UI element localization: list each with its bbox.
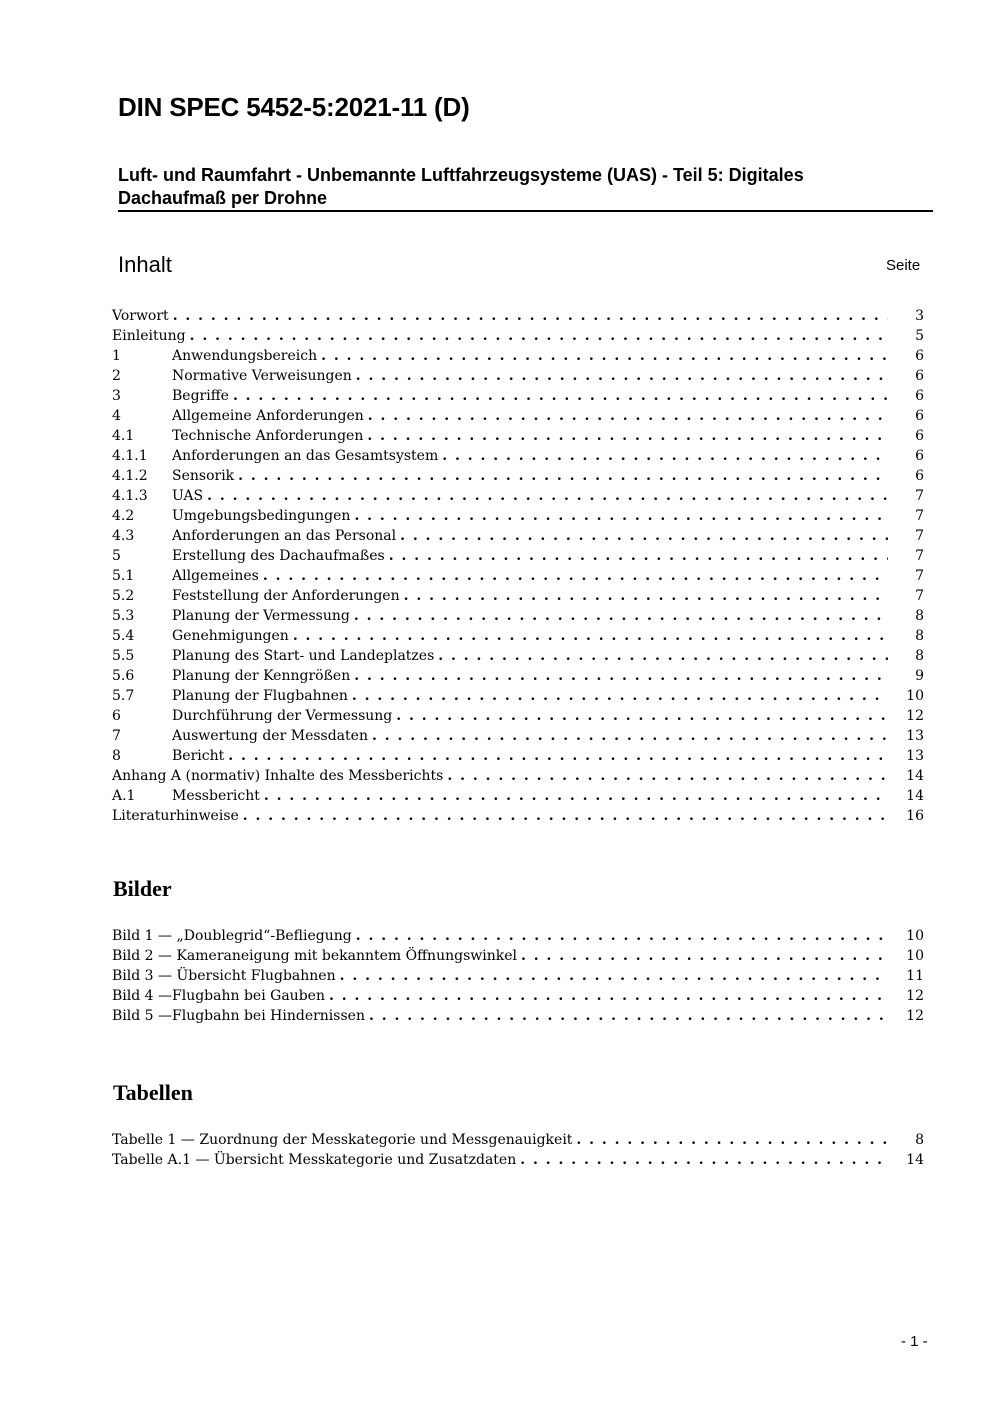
figure-entry-page: 12 bbox=[906, 1008, 924, 1024]
toc-entry-page: 9 bbox=[915, 668, 924, 684]
title-rule bbox=[118, 210, 933, 212]
toc-entry-number: 4.2 bbox=[112, 508, 135, 524]
figure-entry[interactable] bbox=[112, 946, 924, 966]
toc-entry-title: Literaturhinweise bbox=[112, 808, 239, 824]
figure-entry-title: Bild 2 — Kameraneigung mit bekanntem Öffnungswinkel bbox=[112, 948, 517, 964]
toc-entry-number: 5.6 bbox=[112, 668, 135, 684]
toc-leader bbox=[173, 306, 888, 326]
figure-entry-title: Bild 5 —Flugbahn bei Hindernissen bbox=[112, 1008, 365, 1024]
toc-leader bbox=[329, 986, 888, 1006]
toc-entry[interactable] bbox=[112, 566, 924, 586]
toc-leader bbox=[238, 466, 888, 486]
toc-leader bbox=[264, 786, 888, 806]
toc-entry[interactable] bbox=[112, 686, 924, 706]
toc-entry-number: 4.1.3 bbox=[112, 488, 148, 504]
toc-entry-number: 5.2 bbox=[112, 588, 135, 604]
toc-entry-page: 6 bbox=[915, 408, 924, 424]
toc-entry-title: UAS bbox=[172, 488, 204, 504]
toc-entry-page: 16 bbox=[906, 808, 924, 824]
figure-entry[interactable] bbox=[112, 1006, 924, 1026]
toc-entry-page: 6 bbox=[915, 388, 924, 404]
toc-entry[interactable] bbox=[112, 806, 924, 826]
table-entry-page: 8 bbox=[915, 1132, 924, 1148]
toc-entry[interactable] bbox=[112, 526, 924, 546]
toc-entry-page: 7 bbox=[915, 488, 924, 504]
toc-leader bbox=[396, 706, 888, 726]
toc-entry[interactable] bbox=[112, 346, 924, 366]
toc-leader bbox=[400, 526, 888, 546]
toc-leader bbox=[354, 506, 888, 526]
toc-entry-number: 4.3 bbox=[112, 528, 135, 544]
toc-leader bbox=[352, 686, 888, 706]
toc-leader bbox=[228, 746, 888, 766]
toc-entry-page: 7 bbox=[915, 528, 924, 544]
toc-entry-title: Anforderungen an das Personal bbox=[172, 528, 397, 544]
toc-entry-page: 8 bbox=[915, 608, 924, 624]
figure-entry-title: Bild 1 — „Doublegrid“-Befliegung bbox=[112, 928, 352, 944]
toc-entry-title: Planung der Kenngrößen bbox=[172, 668, 351, 684]
figure-entry-page: 12 bbox=[906, 988, 924, 1004]
toc-entry[interactable] bbox=[112, 746, 924, 766]
list-of-tables bbox=[112, 1130, 924, 1170]
toc-leader bbox=[243, 806, 888, 826]
toc-entry-title: Durchführung der Vermessung bbox=[172, 708, 393, 724]
toc-entry[interactable] bbox=[112, 466, 924, 486]
toc-leader bbox=[233, 386, 888, 406]
toc-entry-page: 7 bbox=[915, 508, 924, 524]
toc-entry-number: 4.1.2 bbox=[112, 468, 148, 484]
toc-leader bbox=[520, 1150, 888, 1170]
toc-entry-title: Auswertung der Messdaten bbox=[172, 728, 368, 744]
figure-entry-page: 11 bbox=[906, 968, 924, 984]
toc-entry-page: 6 bbox=[915, 368, 924, 384]
toc-entry-title: Allgemeine Anforderungen bbox=[172, 408, 364, 424]
toc-entry-title: Planung der Flugbahnen bbox=[172, 688, 348, 704]
figure-entry[interactable] bbox=[112, 966, 924, 986]
toc-leader bbox=[369, 1006, 888, 1026]
toc-leader bbox=[368, 406, 888, 426]
toc-entry[interactable] bbox=[112, 586, 924, 606]
toc-entry-number: 5.3 bbox=[112, 608, 135, 624]
toc-entry-number: 5.1 bbox=[112, 568, 135, 584]
toc-leader bbox=[576, 1130, 888, 1150]
toc-entry-page: 12 bbox=[906, 708, 924, 724]
toc-leader bbox=[356, 926, 888, 946]
toc-entry[interactable] bbox=[112, 666, 924, 686]
toc-entry-title: Normative Verweisungen bbox=[172, 368, 352, 384]
toc-entry-page: 3 bbox=[915, 308, 924, 324]
toc-entry[interactable] bbox=[112, 786, 924, 806]
figure-entry-page: 10 bbox=[906, 928, 924, 944]
toc-entry[interactable] bbox=[112, 726, 924, 746]
figure-entry[interactable] bbox=[112, 986, 924, 1006]
toc-entry-number: 3 bbox=[112, 388, 121, 404]
toc-leader bbox=[372, 726, 888, 746]
toc-leader bbox=[447, 766, 888, 786]
toc-leader bbox=[207, 486, 888, 506]
toc-entry-page: 13 bbox=[906, 728, 924, 744]
toc-leader bbox=[190, 326, 888, 346]
toc-entry-title: Technische Anforderungen bbox=[172, 428, 364, 444]
toc-leader bbox=[263, 566, 888, 586]
toc-entry-number: 7 bbox=[112, 728, 121, 744]
toc-entry[interactable] bbox=[112, 326, 924, 346]
toc-entry-number: 6 bbox=[112, 708, 121, 724]
toc-leader bbox=[340, 966, 888, 986]
figure-entry-page: 10 bbox=[906, 948, 924, 964]
toc-entry-page: 6 bbox=[915, 448, 924, 464]
table-entry-title: Tabelle A.1 — Übersicht Messkategorie und Zusatzdaten bbox=[112, 1152, 517, 1168]
toc-entry-number: 5.7 bbox=[112, 688, 135, 704]
toc-entry[interactable] bbox=[112, 766, 924, 786]
document-title-line-1: Luft- und Raumfahrt - Unbemannte Luftfahrzeugsysteme (UAS) - Teil 5: Digitales bbox=[118, 165, 804, 185]
toc-entry-title: Vorwort bbox=[112, 308, 169, 324]
table-entry-page: 14 bbox=[906, 1152, 924, 1168]
toc-entry[interactable] bbox=[112, 446, 924, 466]
toc-entry-number: A.1 bbox=[112, 788, 136, 804]
toc-entry[interactable] bbox=[112, 386, 924, 406]
toc-entry-page: 8 bbox=[915, 648, 924, 664]
toc-entry-page: 14 bbox=[906, 788, 924, 804]
toc-entry-title: Begriffe bbox=[172, 388, 229, 404]
toc-entry[interactable] bbox=[112, 426, 924, 446]
toc-leader bbox=[321, 346, 888, 366]
toc-entry-number: 2 bbox=[112, 368, 121, 384]
toc-entry-number: 4 bbox=[112, 408, 121, 424]
table-entry-title: Tabelle 1 — Zuordnung der Messkategorie und Messgenauigkeit bbox=[112, 1132, 573, 1148]
toc-entry-title: Anhang A (normativ) Inhalte des Messberichts bbox=[112, 768, 444, 784]
toc-entry[interactable] bbox=[112, 506, 924, 526]
toc-entry-number: 4.1 bbox=[112, 428, 135, 444]
toc-entry[interactable] bbox=[112, 366, 924, 386]
table-entry[interactable] bbox=[112, 1130, 924, 1150]
toc-entry-title: Planung des Start- und Landeplatzes bbox=[172, 648, 435, 664]
toc-entry-page: 6 bbox=[915, 348, 924, 364]
toc-entry[interactable] bbox=[112, 646, 924, 666]
toc-entry-title: Sensorik bbox=[172, 468, 235, 484]
toc-entry-page: 7 bbox=[915, 588, 924, 604]
figure-entry-title: Bild 4 —Flugbahn bei Gauben bbox=[112, 988, 325, 1004]
toc-entry[interactable] bbox=[112, 306, 924, 326]
toc-entry-title: Umgebungsbedingungen bbox=[172, 508, 351, 524]
toc-entry-title: Einleitung bbox=[112, 328, 186, 344]
toc-leader bbox=[356, 366, 888, 386]
toc-entry-page: 7 bbox=[915, 548, 924, 564]
toc-entry[interactable] bbox=[112, 486, 924, 506]
toc-entry-page: 6 bbox=[915, 468, 924, 484]
toc-entry-page: 13 bbox=[906, 748, 924, 764]
document-title bbox=[118, 164, 933, 211]
toc-leader bbox=[367, 426, 888, 446]
figure-entry-title: Bild 3 — Übersicht Flugbahnen bbox=[112, 968, 336, 984]
toc-leader bbox=[404, 586, 888, 606]
toc-entry-title: Allgemeines bbox=[172, 568, 259, 584]
toc-entry[interactable] bbox=[112, 706, 924, 726]
toc-entry-page: 14 bbox=[906, 768, 924, 784]
toc-entry-page: 7 bbox=[915, 568, 924, 584]
toc-entry[interactable] bbox=[112, 406, 924, 426]
page-number: - 1 - bbox=[901, 1333, 928, 1350]
figures-heading: Bilder bbox=[113, 876, 172, 901]
toc-entry-title: Bericht bbox=[172, 748, 225, 764]
list-of-figures bbox=[112, 926, 924, 1026]
toc-entry-title: Genehmigungen bbox=[172, 628, 289, 644]
page-column-label: Seite bbox=[886, 257, 921, 274]
toc-entry-page: 8 bbox=[915, 628, 924, 644]
toc-entry[interactable] bbox=[112, 606, 924, 626]
toc-leader bbox=[438, 646, 888, 666]
toc-entry-number: 5.4 bbox=[112, 628, 135, 644]
toc-entry[interactable] bbox=[112, 546, 924, 566]
toc-leader bbox=[354, 666, 888, 686]
toc-entry-number: 4.1.1 bbox=[112, 448, 148, 464]
toc-entry-title: Feststellung der Anforderungen bbox=[172, 588, 400, 604]
toc-entry-page: 6 bbox=[915, 428, 924, 444]
toc-entry-title: Messbericht bbox=[172, 788, 260, 804]
contents-heading: Inhalt bbox=[118, 252, 172, 277]
toc-leader bbox=[521, 946, 888, 966]
tables-heading: Tabellen bbox=[113, 1080, 193, 1105]
toc-entry-page: 10 bbox=[906, 688, 924, 704]
toc-entry[interactable] bbox=[112, 626, 924, 646]
toc-entry-number: 5 bbox=[112, 548, 121, 564]
toc-entry-title: Anwendungsbereich bbox=[172, 348, 318, 364]
document-title-line-2: Dachaufmaß per Drohne bbox=[118, 188, 328, 208]
toc-leader bbox=[389, 546, 888, 566]
toc-entry-page: 5 bbox=[915, 328, 924, 344]
toc-entry-number: 1 bbox=[112, 348, 121, 364]
table-entry[interactable] bbox=[112, 1150, 924, 1170]
toc-entry-number: 5.5 bbox=[112, 648, 135, 664]
table-of-contents bbox=[112, 306, 924, 826]
toc-leader bbox=[293, 626, 888, 646]
toc-leader bbox=[354, 606, 888, 626]
toc-leader bbox=[442, 446, 888, 466]
toc-entry-number: 8 bbox=[112, 748, 121, 764]
toc-entry-title: Planung der Vermessung bbox=[172, 608, 350, 624]
toc-entry-title: Erstellung des Dachaufmaßes bbox=[172, 548, 385, 564]
toc-entry-title: Anforderungen an das Gesamtsystem bbox=[172, 448, 439, 464]
figure-entry[interactable] bbox=[112, 926, 924, 946]
document-id: DIN SPEC 5452-5:2021-11 (D) bbox=[118, 92, 470, 122]
